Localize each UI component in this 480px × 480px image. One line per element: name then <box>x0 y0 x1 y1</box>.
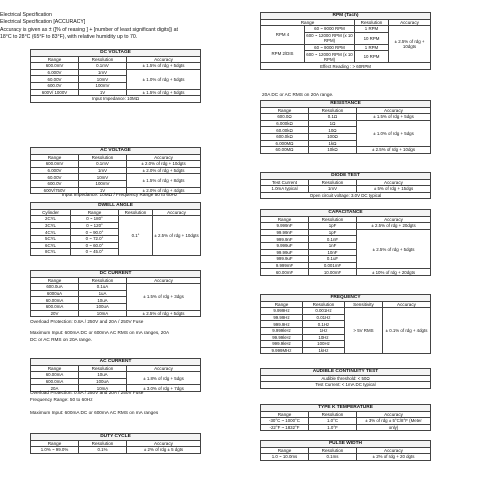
table-row <box>261 120 431 127</box>
table-cell: 10nF <box>309 249 357 256</box>
table-cell: 6.000MΩ <box>261 140 309 147</box>
table-row <box>31 167 201 174</box>
table-row <box>31 447 201 454</box>
table-cell: 0 ~ 180° <box>71 216 119 223</box>
column-header: Accuracy <box>127 365 201 372</box>
table-cell: ± 2.5% of rdg + 5dgts <box>127 310 201 317</box>
table-cell: 60.00V <box>31 76 79 83</box>
table-cell: ± 2.5% of rdg + 20dgts <box>357 223 431 230</box>
table-title: AUDIBLE CONTINUITY TEST <box>261 369 431 376</box>
table-cell: 100mV <box>79 82 127 89</box>
table-cell: 1Ω <box>309 120 357 127</box>
table-cell: ± 3.0% of rdg + 7dgs <box>127 385 201 392</box>
table-cell: 1pF <box>309 229 357 236</box>
table-cell: ± 2.0% of rdg + 4dgts <box>127 187 201 194</box>
column-header: Range <box>261 301 303 308</box>
table-cell: 4CYL <box>31 229 71 236</box>
table-cell: 0.1Hz <box>303 321 345 328</box>
table-cell: 100mV <box>79 180 127 187</box>
column-header: Accuracy <box>127 277 201 284</box>
column-header: Accuracy <box>127 154 201 161</box>
table-cell: 10 RPM <box>355 32 389 44</box>
table-row <box>261 424 431 431</box>
ac-current-note: Frequency Range: 50 to 60Hz <box>30 397 93 402</box>
table-cell: 20V <box>31 310 79 317</box>
table-cell: ± 1.5% of rdg + 5dgts <box>127 89 201 96</box>
column-header: Range <box>31 440 79 447</box>
table-row <box>31 89 201 96</box>
dc-current-note: DC or AC RMS on 20A range. <box>30 337 93 342</box>
dc-current-table <box>30 270 201 317</box>
table-cell: 600.0mV <box>31 63 79 70</box>
table-cell: ± 2.0% of rdg + 5dgts <box>127 167 201 174</box>
table-row <box>31 310 201 317</box>
table-cell: 0 ~ 120° <box>71 222 119 229</box>
table-cell: 8CYL <box>31 249 71 256</box>
table-cell: 10mV <box>79 174 127 181</box>
column-header: Accuracy <box>357 107 431 114</box>
table-cell: -22°F ~ 1832°F <box>261 424 309 431</box>
table-cell: 9.999kHz <box>261 327 303 334</box>
intro-line: Electrical Specification [ACCURACY] <box>0 19 86 26</box>
column-header: Resolution <box>79 277 127 284</box>
column-header: Range <box>261 216 309 223</box>
table-row <box>261 147 431 154</box>
column-header: Resolution <box>79 56 127 63</box>
table-cell: ± 2% of rdg ± 5 dgts <box>127 447 201 454</box>
table-cell: 6CYL <box>31 242 71 249</box>
column-header: Resolution <box>79 365 127 372</box>
table-cell: 600V/ 1000V <box>31 89 79 96</box>
table-row <box>261 308 431 315</box>
table-cell: > 5V RMS <box>345 308 383 354</box>
column-header: Resolution <box>309 447 357 454</box>
ac-voltage-footer: Input Impedance: 10MΩ / Frequency Range 50 to 60Hz <box>62 192 178 197</box>
column-header: Range <box>261 411 309 418</box>
table-row <box>261 229 431 236</box>
dc-current-note: Overload Protection: 0.8A / 250V and 20A / 250V Fuse <box>30 319 144 324</box>
table-row <box>31 161 201 168</box>
table-cell: 99.99Hz <box>261 314 303 321</box>
table-cell: 6.000V <box>31 167 79 174</box>
table-cell: 3CYL <box>31 222 71 229</box>
column-header: Range <box>261 19 355 26</box>
table-cell: 10kΩ <box>309 147 357 154</box>
dc-voltage-table <box>30 49 201 103</box>
table-title: RPM (Tach) <box>261 13 431 20</box>
table-cell: ± 2% of rdg + 20 dgts <box>357 454 431 461</box>
table-cell: 99.99uF <box>261 249 309 256</box>
table-cell: 100uA <box>79 378 127 385</box>
intro-text <box>0 12 236 42</box>
ac-current-note: Maximum Input: 600mA DC or 600mA AC RMS on mA ranges <box>30 410 159 415</box>
table-cell: 2CYL <box>31 216 71 223</box>
table-cell: 0 ~ 60.0° <box>71 242 119 249</box>
table-cell: 0.001mF <box>309 262 357 269</box>
intro-line: 18°C to 28°C (65°F to 83°F), with relative humidity up to 70. <box>0 34 138 41</box>
table-title: AC VOLTAGE <box>31 148 201 155</box>
column-header: Cylinder <box>31 209 71 216</box>
table-cell: 10 RPM <box>355 51 389 63</box>
table-cell: 1mV <box>309 186 357 193</box>
table-cell: ± 2.0% of rdg + 10dgts <box>127 161 201 168</box>
table-cell: -30°C ~ 1000°C <box>261 418 309 425</box>
table-cell: 0 ~ 45.0° <box>71 249 119 256</box>
table-cell: only) <box>357 424 431 431</box>
rpm-note: 20A DC or AC RMS on 20A range. <box>262 92 334 97</box>
table-cell: ± 10% of rdg + 20dgts <box>357 269 431 276</box>
table-cell: ± 3% of rdg ± 5°C/8°F (Meter <box>357 418 431 425</box>
table-cell: 600.0uA <box>31 284 79 291</box>
table-cell: ± 2.5% of rdg + 10dgs <box>357 147 431 154</box>
rpm-table <box>260 12 431 70</box>
table-cell: 10uA <box>79 297 127 304</box>
column-header: Range <box>31 365 79 372</box>
table-cell: 0.1mV <box>79 161 127 168</box>
column-header: Resolution <box>309 107 357 114</box>
table-cell: ± 0.1% of rdg + 4dgts <box>383 308 431 354</box>
table-cell: 600.0mV <box>31 161 79 168</box>
table-row <box>261 418 431 425</box>
table-cell: 9.999nF <box>261 223 309 230</box>
table-cell: 60.00mA <box>31 372 79 379</box>
table-cell: 60.00kΩ <box>261 127 309 134</box>
diode-test-table <box>260 172 431 199</box>
table-cell: 6.000kΩ <box>261 120 309 127</box>
column-header: Accuracy <box>357 447 431 454</box>
table-row <box>261 223 431 230</box>
table-cell: 10uA <box>79 372 127 379</box>
type-k-table <box>260 404 431 431</box>
table-cell: 600.0kΩ <box>261 133 309 140</box>
table-row <box>31 174 201 181</box>
table-cell: 999.9nF <box>261 236 309 243</box>
table-cell: 10mA <box>79 310 127 317</box>
table-cell: 60 ~ 9000 RPM <box>305 44 355 51</box>
column-header: Resolution <box>309 179 357 186</box>
table-cell: 5CYL <box>31 235 71 242</box>
resistance-table <box>260 100 431 154</box>
table-cell: ± 1.5% of rdg + 5dgts <box>127 63 201 70</box>
table-title: DC CURRENT <box>31 271 201 278</box>
table-cell: 10Ω <box>309 127 357 134</box>
table-cell: 9.999uF <box>261 242 309 249</box>
column-header: Accuracy <box>127 56 201 63</box>
table-cell: 1 RPM <box>355 26 389 33</box>
table-footer: Effect Reading : > 60RPM <box>261 63 431 70</box>
table-title: DIODE TEST <box>261 173 431 180</box>
table-row <box>31 69 201 76</box>
table-row <box>261 454 431 461</box>
column-header: Sensitivity <box>345 301 383 308</box>
column-header: Range <box>71 209 119 216</box>
table-cell: 1kHz <box>303 347 345 354</box>
column-header: Resolution <box>309 216 357 223</box>
frequency-table <box>260 294 431 354</box>
column-header: Accuracy <box>389 19 431 26</box>
table-cell: Audible threshold: < 50Ω <box>261 375 431 382</box>
table-cell: 1nF <box>309 242 357 249</box>
table-row <box>261 269 431 276</box>
table-cell: 0.01Hz <box>303 314 345 321</box>
table-cell: 99.99kHz <box>261 334 303 341</box>
table-cell: 999.9uF <box>261 256 309 263</box>
table-row <box>31 284 201 291</box>
table-cell: ± 1.5% of rdg + 8dgts <box>127 174 201 187</box>
table-title: DC VOLTAGE <box>31 50 201 57</box>
table-row <box>31 216 201 223</box>
table-cell: 0 ~ 72.0° <box>71 235 119 242</box>
column-header: Range <box>31 277 79 284</box>
table-cell: 10Hz <box>303 334 345 341</box>
table-cell: 0.1mV <box>79 63 127 70</box>
table-cell: 1pF <box>309 223 357 230</box>
table-cell: 0.1uF <box>309 256 357 263</box>
table-cell: 600 ~ 12000 RPM (x 10 RPM) <box>306 33 353 44</box>
table-cell: 600 ~ 12000 RPM (x 10 RPM) <box>306 51 353 62</box>
table-cell: 60.00V <box>31 174 79 181</box>
ac-current-note: Overload Protection: 0.8A / 250V and 20A / 250V Fuse <box>30 390 144 395</box>
table-cell: 1.0°C <box>309 418 357 425</box>
table-cell: 1mV <box>79 69 127 76</box>
table-cell: ± 1.0% of rdg + 5dgs <box>357 120 431 146</box>
capacitance-table <box>260 209 431 276</box>
table-cell: ± 2.5% of rdg + 5dgts <box>357 229 431 269</box>
table-cell: 60.00mA <box>31 297 79 304</box>
table-cell: 600.0mA <box>31 378 79 385</box>
table-cell: 1V <box>79 187 127 194</box>
table-cell: 100Ω <box>309 133 357 140</box>
table-cell: 20A <box>31 385 79 392</box>
column-header: Accuracy <box>127 440 201 447</box>
table-cell: 1.0 ~ 10.0ms <box>261 454 309 461</box>
column-header: Range <box>261 107 309 114</box>
table-cell: 1Hz <box>303 327 345 334</box>
table-title: CAPACITANCE <box>261 210 431 217</box>
table-row <box>261 114 431 121</box>
ac-current-table <box>30 358 201 392</box>
table-cell: RPM 4 <box>261 26 305 45</box>
table-cell: 9.999Hz <box>261 308 303 315</box>
table-cell: 600.0Ω <box>261 114 309 121</box>
table-title: PULSE WIDTH <box>261 441 431 448</box>
column-header: Range <box>31 56 79 63</box>
column-header: Accuracy <box>383 301 431 308</box>
column-header: Range <box>31 154 79 161</box>
table-cell: 0.001Hz <box>303 308 345 315</box>
intro-line: Electrical Specification <box>0 12 52 18</box>
table-cell: 600.0mA <box>31 303 79 310</box>
continuity-table <box>260 368 431 389</box>
dwell-angle-table <box>30 202 201 256</box>
table-cell: 1.0°F <box>309 424 357 431</box>
table-cell: ± 1.8% of rdg + 5dgs <box>127 372 201 385</box>
table-row <box>261 26 431 33</box>
table-cell: 10.00mF <box>309 269 357 276</box>
table-cell: ± 2.5% of rdg + 10dgts <box>153 216 201 256</box>
table-cell: 1kΩ <box>309 140 357 147</box>
column-header: Resolution <box>79 154 127 161</box>
column-header: Resolution <box>303 301 345 308</box>
table-cell: ± 1.5% of rdg + 3dgs <box>127 284 201 310</box>
table-cell: 6000uA <box>31 290 79 297</box>
table-cell: 0 ~ 90.0° <box>71 229 119 236</box>
column-header: Resolution <box>309 411 357 418</box>
table-cell: ± 1.0% of rdg + 5dgts <box>127 69 201 89</box>
table-cell: 999.9kHz <box>261 341 303 348</box>
table-title: FREQUENCY <box>261 295 431 302</box>
column-header: Resolution <box>355 19 389 26</box>
table-cell: 1.0mA typical <box>261 186 309 193</box>
table-title: RESISTANCE <box>261 101 431 108</box>
table-cell: 60.00mF <box>261 269 309 276</box>
table-cell: 1V <box>79 89 127 96</box>
table-cell: 600.0V <box>31 180 79 187</box>
table-cell: 99.99nF <box>261 229 309 236</box>
table-cell: Test Current: < 1mA DC typical <box>261 382 431 389</box>
table-cell: 1mV <box>79 167 127 174</box>
table-cell: 0.1uA <box>79 284 127 291</box>
table-title: AC CURRENT <box>31 359 201 366</box>
table-cell: 6.000V <box>31 69 79 76</box>
table-cell: RPM 2/DIS <box>261 44 305 63</box>
table-cell: 0.1nF <box>309 236 357 243</box>
table-cell: 60.00MΩ <box>261 147 309 154</box>
table-cell: 600V/750V <box>31 187 79 194</box>
column-header: Test Current <box>261 179 309 186</box>
table-cell: 0.1° <box>119 216 153 256</box>
table-cell: 1uA <box>79 290 127 297</box>
table-cell: 100uA <box>79 303 127 310</box>
dc-current-note: Maximum Input: 600mA DC or 600mA AC RMS on mA ranges, 20A <box>30 330 170 335</box>
table-cell: ± 1.5% of rdg + 5dgs <box>357 114 431 121</box>
column-header: Resolution <box>79 440 127 447</box>
table-cell: ± 5% of rdg + 15dgs <box>357 186 431 193</box>
column-header: Resolution <box>119 209 153 216</box>
table-cell: 1 RPM <box>355 44 389 51</box>
table-cell: 9.999MHz <box>261 347 303 354</box>
table-footer: Open circuit voltage: 3.0V DC typical <box>261 192 431 199</box>
table-row <box>31 372 201 379</box>
table-row <box>261 186 431 193</box>
table-cell: 0.1Ω <box>309 114 357 121</box>
table-cell: 0.1ms <box>309 454 357 461</box>
table-row <box>31 63 201 70</box>
table-cell: 999.9Hz <box>261 321 303 328</box>
duty-cycle-table <box>30 433 201 454</box>
table-cell: 1.0% ~ 99.0% <box>31 447 79 454</box>
table-cell: 60 ~ 9000 RPM <box>305 26 355 33</box>
table-cell: 0.1% <box>79 447 127 454</box>
table-title: DUTY CYCLE <box>31 434 201 441</box>
table-cell: 10mV <box>79 76 127 83</box>
column-header: Accuracy <box>357 216 431 223</box>
table-cell: 100Hz <box>303 341 345 348</box>
column-header: Accuracy <box>357 179 431 186</box>
ac-voltage-table <box>30 147 201 194</box>
pulse-width-table <box>260 440 431 461</box>
table-cell: 10mA <box>79 385 127 392</box>
table-title: DWELL ANGLE <box>31 203 201 210</box>
table-cell: 600.0V <box>31 82 79 89</box>
table-cell: ± 2.5% of rdg + 10dgts <box>389 26 431 63</box>
column-header: Range <box>261 447 309 454</box>
table-title: TYPE K TEMPERATURE <box>261 405 431 412</box>
column-header: Accuracy <box>357 411 431 418</box>
intro-line: Accuracy is given as ± ([% of reasing ] + [number of least significant digits]) at <box>0 26 179 33</box>
table-cell: 9.999mF <box>261 262 309 269</box>
table-footer: Input Impedance: 10MΩ <box>31 96 201 103</box>
column-header: Accuracy <box>153 209 201 216</box>
